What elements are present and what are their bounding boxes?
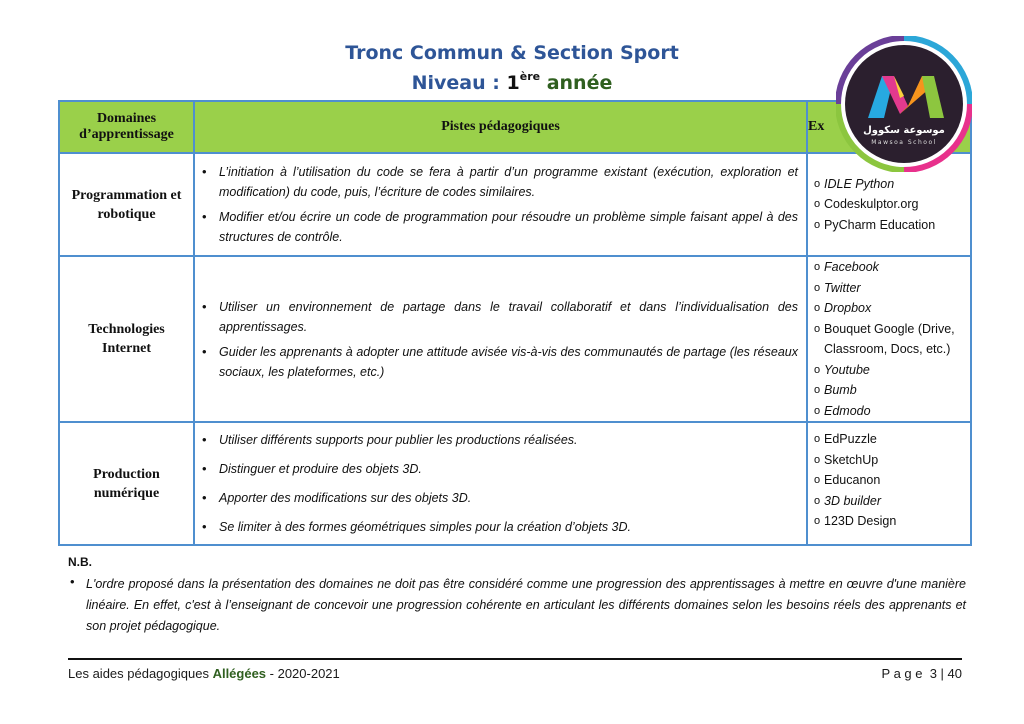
- table-header-row: [59, 101, 971, 153]
- footer-divider: [68, 658, 962, 660]
- list-item: o Dropbox: [814, 298, 966, 319]
- tools-cell: [807, 256, 971, 422]
- note-text: L'ordre proposé dans la présentation des domaines ne doit pas être considéré comme une progression des apprentissages à mettre en œuvre d'une manière linéaire. En effet, c'est à l’enseignant de concevoir une progression cohérente en articulant les différents domaines selon les besoins réels des apprenants et son projet pédagogique.: [86, 577, 966, 633]
- list-item: • Utiliser différents supports pour publier les productions réalisées.: [219, 430, 798, 450]
- list-item: o Educanon: [814, 470, 966, 491]
- domain-cell: Technologies Internet: [59, 256, 194, 422]
- list-item: o Bumb: [814, 380, 966, 401]
- table-row: [59, 422, 971, 545]
- list-item: • Guider les apprenants à adopter une attitude avisée vis-à-vis des communautés de partage (les réseaux sociaux, les plateformes, etc.): [219, 342, 798, 382]
- list-item: o 3D builder: [814, 491, 966, 512]
- header-pistes: Pistes pédagogiques: [194, 101, 807, 153]
- footer-left-bold: Allégées: [212, 666, 267, 681]
- list-item: o Edmodo: [814, 401, 966, 422]
- note-heading: N.B.: [68, 555, 92, 569]
- footer-left-suffix: - 2020-2021: [266, 666, 340, 681]
- table-row: [59, 256, 971, 422]
- header-domains: Domaines d’apprentissage: [59, 101, 194, 153]
- domain-cell: Programmation et robotique: [59, 153, 194, 256]
- pistes-cell: [194, 256, 807, 422]
- list-item: • Apporter des modifications sur des objets 3D.: [219, 488, 798, 508]
- level-prefix: Niveau :: [411, 72, 507, 94]
- mawsoa-school-logo: [836, 36, 972, 172]
- header-examples: Ex: [807, 101, 971, 153]
- list-item: o Youtube: [814, 360, 966, 381]
- pistes-cell: [194, 422, 807, 545]
- list-item: o 123D Design: [814, 511, 966, 532]
- logo-latin-text: Mawsoa School: [871, 139, 937, 146]
- logo-arabic-text: موسوعة سكوول: [863, 125, 945, 136]
- footer-left: [68, 666, 340, 681]
- table-row: [59, 153, 971, 256]
- footer-left-prefix: Les aides pédagogiques: [68, 666, 213, 681]
- level-sup: ère: [519, 70, 541, 83]
- level-suffix: année: [540, 72, 613, 94]
- list-item: • L’initiation à l’utilisation du code se fera à partir d’un programme existant (exécution, exploration et modification) du code, puis, l’écriture de codes similaires.: [219, 162, 798, 202]
- note-bullet: •: [70, 574, 75, 589]
- tools-cell: [807, 422, 971, 545]
- list-item: o IDLE Python: [814, 174, 966, 195]
- list-item: o Facebook: [814, 257, 966, 278]
- page-number: P a g e 3 | 40: [881, 666, 962, 681]
- list-item: o Bouquet Google (Drive, Classroom, Docs, etc.): [814, 319, 966, 360]
- list-item: • Modifier et/ou écrire un code de programmation pour résoudre un problème simple faisant appel à des structures de contrôle.: [219, 207, 798, 247]
- pistes-cell: [194, 153, 807, 256]
- document-title: Tronc Commun & Section Sport: [345, 42, 679, 64]
- list-item: o Twitter: [814, 278, 966, 299]
- list-item: o Codeskulptor.org: [814, 194, 966, 215]
- list-item: • Utiliser un environnement de partage dans le travail collaboratif et dans l’individualisation des apprentissages.: [219, 297, 798, 337]
- list-item: o PyCharm Education: [814, 215, 966, 236]
- list-item: • Distinguer et produire des objets 3D.: [219, 459, 798, 479]
- pedagogy-table: [58, 100, 972, 546]
- list-item: o EdPuzzle: [814, 429, 966, 450]
- list-item: • Se limiter à des formes géométriques simples pour la création d’objets 3D.: [219, 517, 798, 537]
- level-number: 1: [506, 72, 520, 94]
- domain-cell: Production numérique: [59, 422, 194, 545]
- list-item: o SketchUp: [814, 450, 966, 471]
